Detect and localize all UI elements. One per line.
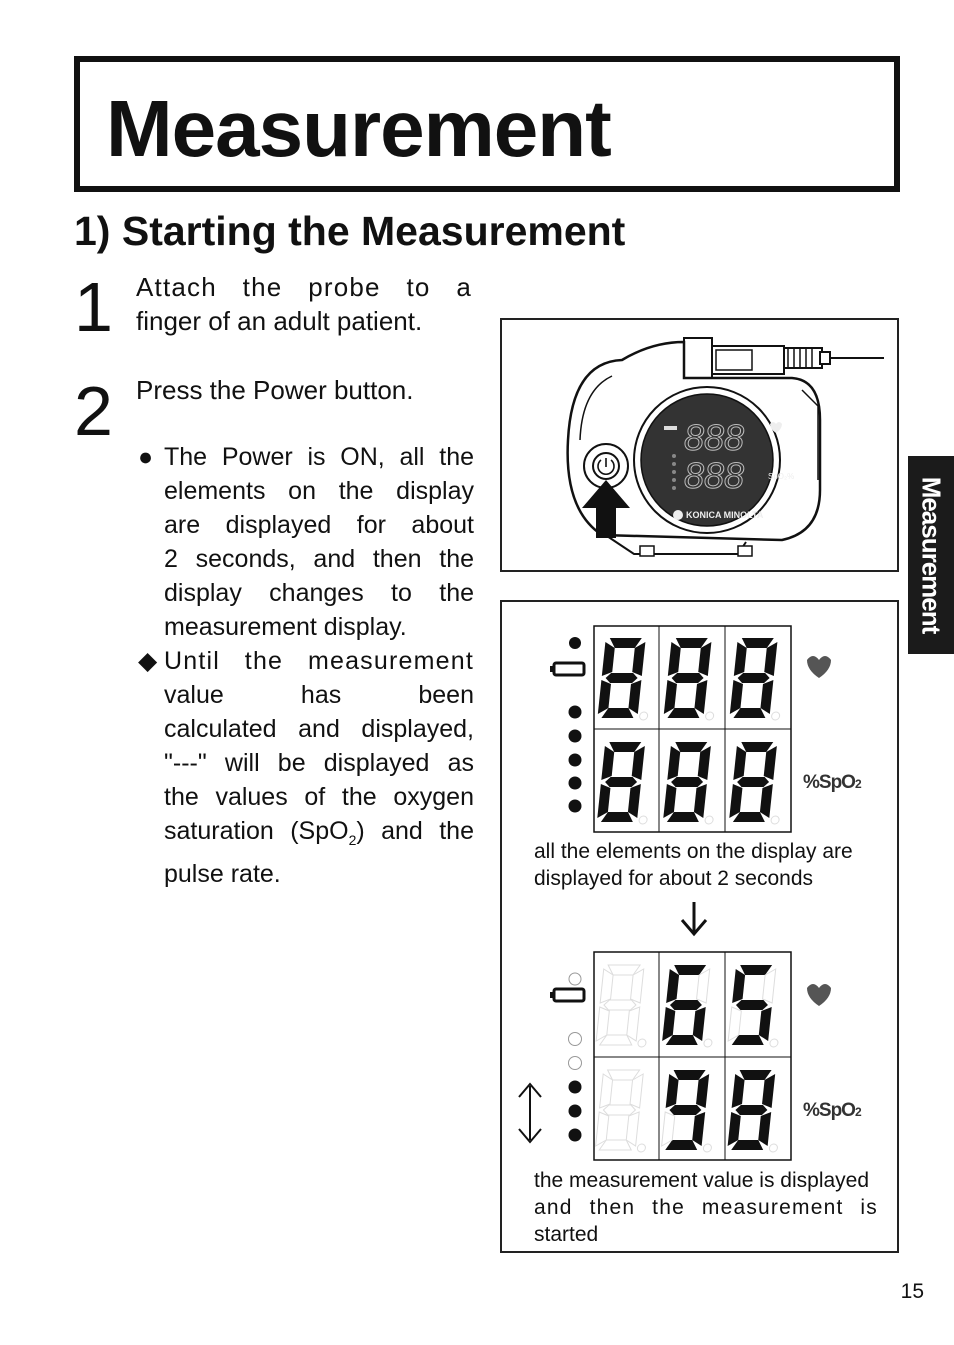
caption-measurement-started: [534, 1167, 878, 1248]
pulse-bar-dots: [569, 706, 582, 813]
bullet-line: 2 seconds, and then the: [164, 545, 474, 573]
bullet-line: calculated and displayed,: [164, 715, 474, 743]
spo2-unit-sub: 2: [854, 777, 861, 791]
step-1-line-2: finger of an adult patient.: [136, 306, 423, 336]
decimal-point: [705, 816, 714, 824]
decimal-point: [703, 1144, 712, 1152]
decimal-point: [705, 712, 714, 720]
indicator-dot: [569, 973, 581, 985]
heart-icon: [807, 984, 831, 1006]
spo2-unit-label: [803, 772, 862, 793]
display-panel: [502, 602, 897, 1251]
digit-segment: [603, 1000, 636, 1010]
decimal-point: [639, 712, 648, 720]
digit-segment: [669, 1105, 702, 1115]
bullet-line: measurement display.: [164, 613, 407, 641]
bullet-line: display changes to the: [164, 579, 474, 607]
digit-segment: [671, 673, 704, 683]
section-side-tab[interactable]: [908, 456, 954, 654]
up-down-arrow-icon: [519, 1084, 541, 1142]
subscript-two: 2: [348, 832, 357, 848]
bullet-line: Until the measurement: [164, 647, 474, 675]
spo2-unit-text: %SpO: [803, 1100, 855, 1121]
page-title: Measurement: [106, 84, 611, 173]
digit-segment: [603, 1105, 636, 1115]
bullet-line: "---" will be displayed as: [164, 749, 474, 777]
caption-line: displayed for about 2 seconds: [534, 867, 814, 890]
battery-icon: [550, 663, 584, 675]
step-2-text: Press the Power button.: [136, 375, 414, 405]
device-bottom-digits: 888: [684, 455, 745, 496]
decimal-point: [769, 1144, 778, 1152]
bullet-diamond-icon: ◆: [138, 647, 158, 675]
decimal-point: [638, 1039, 647, 1047]
bullet-power-on: [138, 440, 474, 644]
bullet-line-part: ) and the: [356, 817, 474, 845]
display-panel-frame: [500, 600, 899, 1253]
battery-icon: [550, 989, 584, 1001]
step-1-number: 1: [74, 268, 113, 346]
bullet-line: the values of the oxygen: [164, 783, 474, 811]
spo2-unit-text: %SpO: [803, 772, 855, 793]
device-brand: KONICA MINOLTA: [686, 510, 764, 520]
side-tab-label: Measurement: [916, 476, 947, 634]
spo2-unit-label: [803, 1100, 862, 1121]
decimal-point: [771, 712, 780, 720]
digit-segment: [605, 673, 638, 683]
bullet-until-measured: [138, 644, 474, 891]
title-box: [74, 56, 900, 192]
caption-all-elements: [534, 838, 853, 892]
digit-segment: [737, 673, 770, 683]
digit-segment: [735, 1105, 768, 1115]
step-1-text: [136, 270, 472, 338]
bullet-line-part: saturation (SpO: [164, 817, 349, 845]
decimal-point: [639, 816, 648, 824]
digit-segment: [669, 1000, 702, 1010]
bullet-line: pulse rate.: [164, 860, 281, 888]
page-number: 15: [900, 1280, 924, 1303]
digit-segment: [737, 777, 770, 787]
digit-segment: [735, 1000, 768, 1010]
device-top-digits: 888: [684, 417, 745, 458]
section-heading: 1) Starting the Measurement: [74, 208, 626, 254]
heart-icon: [807, 656, 831, 678]
digit-segment: [605, 777, 638, 787]
device-illustration: [502, 320, 897, 570]
caption-line: the measurement value is displayed: [534, 1169, 870, 1192]
bullet-line: elements on the display: [164, 477, 474, 505]
decimal-point: [637, 1144, 646, 1152]
digit-segment: [671, 777, 704, 787]
caption-line: started: [534, 1223, 599, 1246]
caption-line: all the elements on the display are: [534, 840, 853, 863]
step-1-line-1: Attach the probe to a: [136, 272, 472, 302]
bullet-line: [164, 814, 474, 857]
device-spo2-label: SpO₂%: [768, 472, 795, 481]
pulse-bar-dots: [569, 1033, 582, 1142]
bullet-line: are displayed for about: [164, 511, 474, 539]
down-arrow-icon: [682, 902, 706, 934]
decimal-point: [770, 1039, 779, 1047]
caption-line: and then the measurement is: [534, 1196, 878, 1219]
bullet-circle-icon: ●: [138, 443, 154, 471]
spo2-unit-sub: 2: [854, 1105, 861, 1119]
bullet-line: The Power is ON, all the: [164, 443, 474, 471]
bullet-line: value has been: [164, 681, 474, 709]
device-illustration-frame: [500, 318, 899, 572]
step-2-number: 2: [74, 372, 113, 450]
decimal-point: [771, 816, 780, 824]
indicator-dot: [569, 637, 581, 649]
decimal-point: [704, 1039, 713, 1047]
